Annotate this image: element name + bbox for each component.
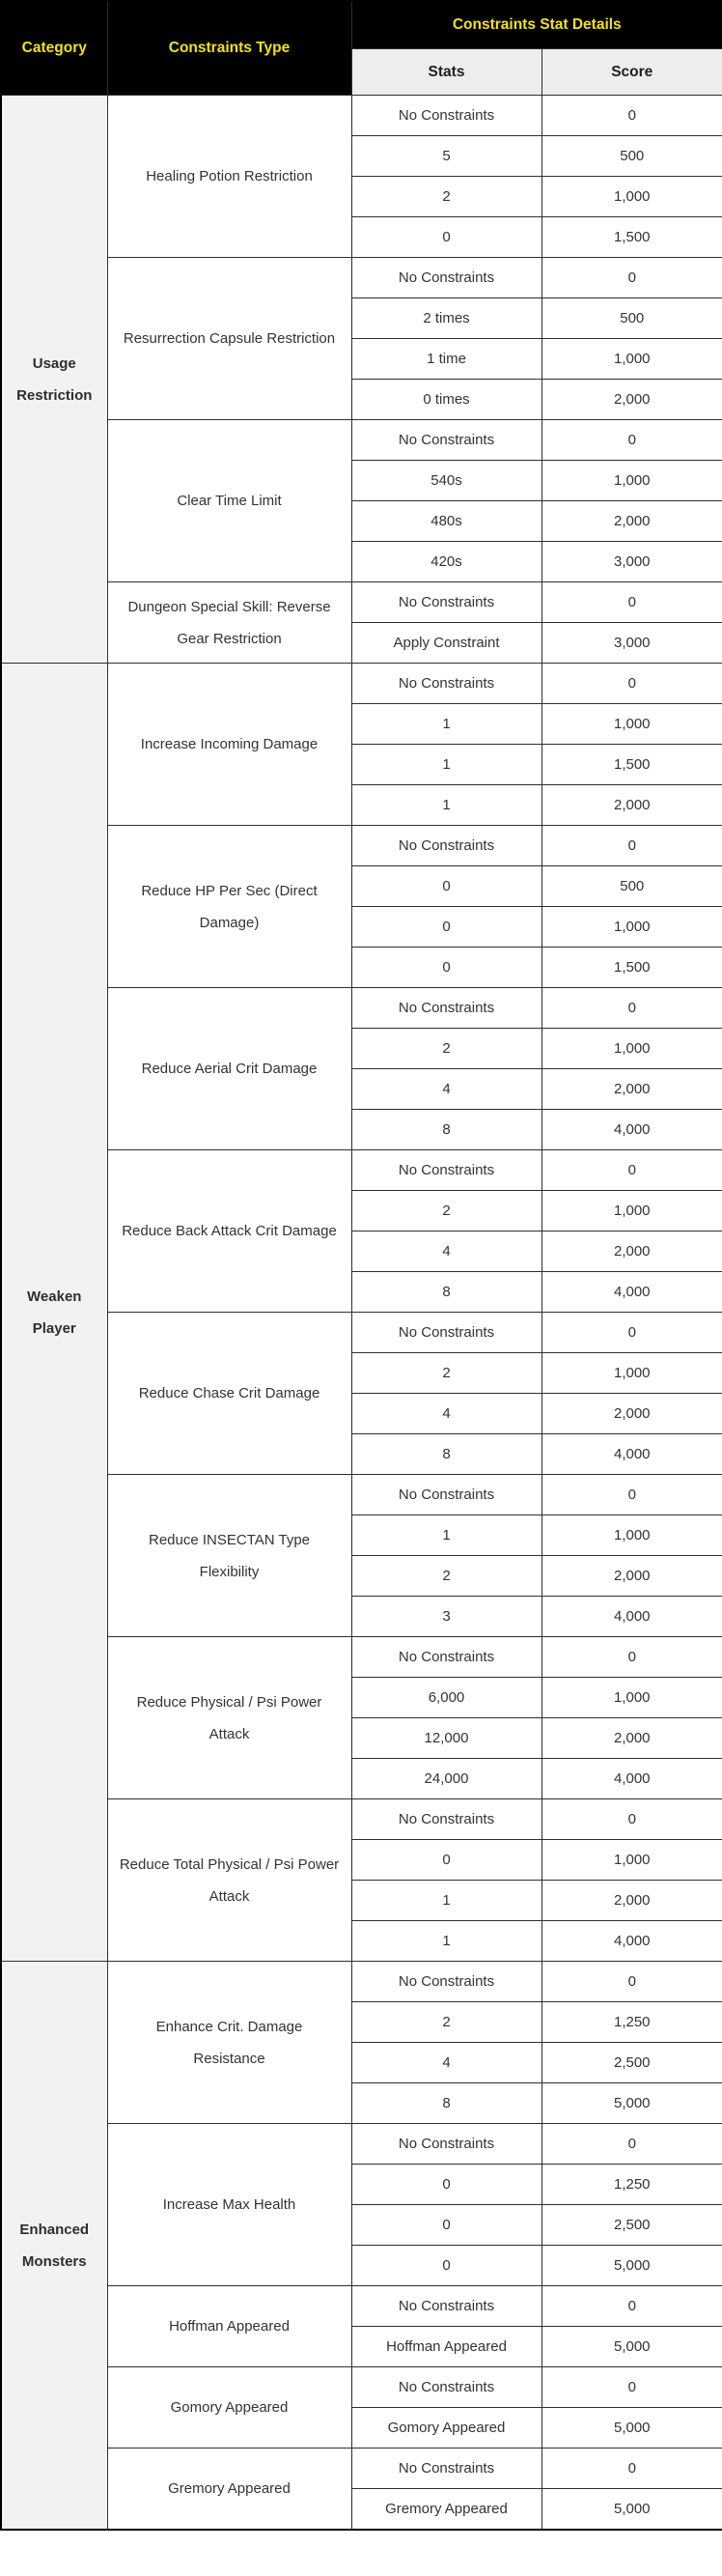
stat-value-cell: Gomory Appeared bbox=[351, 2408, 542, 2449]
stat-value-cell: 0 bbox=[351, 866, 542, 907]
score-value-cell: 2,000 bbox=[542, 785, 722, 826]
table-row bbox=[1, 1313, 722, 1353]
stat-value-cell: 0 bbox=[351, 217, 542, 258]
constraint-type-cell: Gomory Appeared bbox=[107, 2367, 351, 2449]
stat-value-cell: 0 bbox=[351, 907, 542, 948]
constraint-type-cell: Gremory Appeared bbox=[107, 2449, 351, 2531]
score-value-cell: 1,500 bbox=[542, 948, 722, 988]
stat-value-cell: 480s bbox=[351, 501, 542, 542]
score-value-cell: 2,000 bbox=[542, 1231, 722, 1272]
constraint-type-cell: Enhance Crit. Damage Resistance bbox=[107, 1962, 351, 2124]
stat-value-cell: 12,000 bbox=[351, 1718, 542, 1759]
stat-value-cell: No Constraints bbox=[351, 1799, 542, 1840]
score-value-cell: 0 bbox=[542, 664, 722, 704]
constraint-type-cell: Increase Max Health bbox=[107, 2124, 351, 2286]
constraint-type-cell: Reduce Physical / Psi Power Attack bbox=[107, 1637, 351, 1799]
score-value-cell: 5,000 bbox=[542, 2327, 722, 2367]
score-value-cell: 0 bbox=[542, 1799, 722, 1840]
constraint-type-cell: Dungeon Special Skill: Reverse Gear Restriction bbox=[107, 582, 351, 664]
score-value-cell: 1,000 bbox=[542, 177, 722, 217]
stat-value-cell: 2 bbox=[351, 2002, 542, 2043]
score-value-cell: 0 bbox=[542, 420, 722, 461]
stat-value-cell: No Constraints bbox=[351, 420, 542, 461]
stat-value-cell: No Constraints bbox=[351, 988, 542, 1029]
stat-value-cell: 4 bbox=[351, 1231, 542, 1272]
stat-value-cell: Hoffman Appeared bbox=[351, 2327, 542, 2367]
score-value-cell: 5,000 bbox=[542, 2408, 722, 2449]
constraint-type-cell: Reduce Aerial Crit Damage bbox=[107, 988, 351, 1150]
table-row bbox=[1, 1799, 722, 1840]
score-value-cell: 2,000 bbox=[542, 1718, 722, 1759]
stat-value-cell: 0 times bbox=[351, 380, 542, 420]
stat-value-cell: No Constraints bbox=[351, 582, 542, 623]
constraint-type-cell: Resurrection Capsule Restriction bbox=[107, 258, 351, 420]
stat-value-cell: 1 bbox=[351, 785, 542, 826]
stat-value-cell: No Constraints bbox=[351, 2367, 542, 2408]
score-value-cell: 4,000 bbox=[542, 1110, 722, 1150]
score-value-cell: 2,500 bbox=[542, 2043, 722, 2083]
stat-value-cell: 0 bbox=[351, 2165, 542, 2205]
table-row bbox=[1, 2124, 722, 2165]
score-value-cell: 3,000 bbox=[542, 542, 722, 582]
score-value-cell: 0 bbox=[542, 1475, 722, 1515]
stat-value-cell: No Constraints bbox=[351, 258, 542, 298]
stat-value-cell: 4 bbox=[351, 1394, 542, 1434]
score-value-cell: 4,000 bbox=[542, 1272, 722, 1313]
score-value-cell: 0 bbox=[542, 1313, 722, 1353]
constraint-type-cell: Increase Incoming Damage bbox=[107, 664, 351, 826]
stat-value-cell: 3 bbox=[351, 1597, 542, 1637]
score-value-cell: 2,500 bbox=[542, 2205, 722, 2246]
table-row bbox=[1, 988, 722, 1029]
score-value-cell: 0 bbox=[542, 2449, 722, 2489]
stat-value-cell: No Constraints bbox=[351, 2124, 542, 2165]
stat-value-cell: Gremory Appeared bbox=[351, 2489, 542, 2531]
table-row bbox=[1, 96, 722, 136]
category-cell: Weaken Player bbox=[1, 664, 107, 1962]
stat-value-cell: 1 time bbox=[351, 339, 542, 380]
constraint-type-cell: Hoffman Appeared bbox=[107, 2286, 351, 2367]
score-value-cell: 0 bbox=[542, 1637, 722, 1678]
table-row bbox=[1, 582, 722, 623]
score-value-cell: 2,000 bbox=[542, 1394, 722, 1434]
table-row bbox=[1, 420, 722, 461]
stat-value-cell: 1 bbox=[351, 704, 542, 745]
table-row bbox=[1, 1475, 722, 1515]
score-value-cell: 1,250 bbox=[542, 2002, 722, 2043]
score-value-cell: 4,000 bbox=[542, 1597, 722, 1637]
table-row bbox=[1, 1962, 722, 2002]
score-value-cell: 2,000 bbox=[542, 1881, 722, 1921]
table-row bbox=[1, 664, 722, 704]
score-value-cell: 1,000 bbox=[542, 1353, 722, 1394]
score-value-cell: 0 bbox=[542, 2124, 722, 2165]
score-value-cell: 1,000 bbox=[542, 1515, 722, 1556]
stat-value-cell: 1 bbox=[351, 1921, 542, 1962]
stat-value-cell: 8 bbox=[351, 1110, 542, 1150]
score-value-cell: 1,000 bbox=[542, 907, 722, 948]
stat-value-cell: 8 bbox=[351, 1434, 542, 1475]
header-stat-details: Constraints Stat Details bbox=[351, 1, 722, 49]
constraint-type-cell: Healing Potion Restriction bbox=[107, 96, 351, 258]
stat-value-cell: No Constraints bbox=[351, 2449, 542, 2489]
score-value-cell: 1,000 bbox=[542, 1029, 722, 1069]
score-value-cell: 0 bbox=[542, 2286, 722, 2327]
score-value-cell: 4,000 bbox=[542, 1434, 722, 1475]
header-constraints-type: Constraints Type bbox=[107, 1, 351, 96]
stat-value-cell: Apply Constraint bbox=[351, 623, 542, 664]
score-value-cell: 0 bbox=[542, 988, 722, 1029]
stat-value-cell: 540s bbox=[351, 461, 542, 501]
header-category: Category bbox=[1, 1, 107, 96]
stat-value-cell: No Constraints bbox=[351, 1475, 542, 1515]
header-stats: Stats bbox=[351, 49, 542, 96]
score-value-cell: 1,000 bbox=[542, 1678, 722, 1718]
score-value-cell: 5,000 bbox=[542, 2083, 722, 2124]
stat-value-cell: No Constraints bbox=[351, 1150, 542, 1191]
stat-value-cell: 0 bbox=[351, 2205, 542, 2246]
score-value-cell: 5,000 bbox=[542, 2489, 722, 2531]
stat-value-cell: 4 bbox=[351, 2043, 542, 2083]
table-row bbox=[1, 1150, 722, 1191]
score-value-cell: 1,000 bbox=[542, 339, 722, 380]
stat-value-cell: 2 times bbox=[351, 298, 542, 339]
score-value-cell: 0 bbox=[542, 826, 722, 866]
stat-value-cell: 8 bbox=[351, 1272, 542, 1313]
stat-value-cell: 2 bbox=[351, 1353, 542, 1394]
score-value-cell: 1,000 bbox=[542, 704, 722, 745]
category-cell: Usage Restriction bbox=[1, 96, 107, 664]
score-value-cell: 5,000 bbox=[542, 2246, 722, 2286]
score-value-cell: 1,000 bbox=[542, 461, 722, 501]
stat-value-cell: 0 bbox=[351, 1840, 542, 1881]
score-value-cell: 1,250 bbox=[542, 2165, 722, 2205]
score-value-cell: 1,000 bbox=[542, 1191, 722, 1231]
score-value-cell: 2,000 bbox=[542, 1556, 722, 1597]
stat-value-cell: No Constraints bbox=[351, 96, 542, 136]
stat-value-cell: No Constraints bbox=[351, 1962, 542, 2002]
constraint-type-cell: Reduce Total Physical / Psi Power Attack bbox=[107, 1799, 351, 1962]
stat-value-cell: 420s bbox=[351, 542, 542, 582]
table-row bbox=[1, 2286, 722, 2327]
stat-value-cell: 2 bbox=[351, 1191, 542, 1231]
table-row bbox=[1, 2367, 722, 2408]
stat-value-cell: 24,000 bbox=[351, 1759, 542, 1799]
table-row bbox=[1, 826, 722, 866]
score-value-cell: 0 bbox=[542, 1150, 722, 1191]
score-value-cell: 500 bbox=[542, 298, 722, 339]
stat-value-cell: 1 bbox=[351, 745, 542, 785]
score-value-cell: 1,500 bbox=[542, 217, 722, 258]
stat-value-cell: No Constraints bbox=[351, 664, 542, 704]
score-value-cell: 0 bbox=[542, 2367, 722, 2408]
score-value-cell: 3,000 bbox=[542, 623, 722, 664]
stat-value-cell: 2 bbox=[351, 1029, 542, 1069]
constraint-type-cell: Clear Time Limit bbox=[107, 420, 351, 582]
stat-value-cell: 6,000 bbox=[351, 1678, 542, 1718]
score-value-cell: 0 bbox=[542, 1962, 722, 2002]
stat-value-cell: 1 bbox=[351, 1515, 542, 1556]
stat-value-cell: No Constraints bbox=[351, 826, 542, 866]
stat-value-cell: 0 bbox=[351, 2246, 542, 2286]
table-row bbox=[1, 1637, 722, 1678]
score-value-cell: 4,000 bbox=[542, 1759, 722, 1799]
table-row bbox=[1, 258, 722, 298]
score-value-cell: 500 bbox=[542, 136, 722, 177]
stat-value-cell: 8 bbox=[351, 2083, 542, 2124]
stat-value-cell: 1 bbox=[351, 1881, 542, 1921]
stat-value-cell: No Constraints bbox=[351, 2286, 542, 2327]
stat-value-cell: No Constraints bbox=[351, 1637, 542, 1678]
stat-value-cell: 5 bbox=[351, 136, 542, 177]
score-value-cell: 4,000 bbox=[542, 1921, 722, 1962]
score-value-cell: 0 bbox=[542, 258, 722, 298]
score-value-cell: 1,000 bbox=[542, 1840, 722, 1881]
constraint-type-cell: Reduce HP Per Sec (Direct Damage) bbox=[107, 826, 351, 988]
category-cell: Enhanced Monsters bbox=[1, 1962, 107, 2531]
score-value-cell: 500 bbox=[542, 866, 722, 907]
stat-value-cell: 0 bbox=[351, 948, 542, 988]
constraint-type-cell: Reduce INSECTAN Type Flexibility bbox=[107, 1475, 351, 1637]
score-value-cell: 2,000 bbox=[542, 380, 722, 420]
header-score: Score bbox=[542, 49, 722, 96]
stat-value-cell: 2 bbox=[351, 1556, 542, 1597]
score-value-cell: 2,000 bbox=[542, 1069, 722, 1110]
constraint-type-cell: Reduce Back Attack Crit Damage bbox=[107, 1150, 351, 1313]
table-row bbox=[1, 2449, 722, 2489]
score-value-cell: 0 bbox=[542, 582, 722, 623]
stat-value-cell: 2 bbox=[351, 177, 542, 217]
score-value-cell: 2,000 bbox=[542, 501, 722, 542]
constraint-type-cell: Reduce Chase Crit Damage bbox=[107, 1313, 351, 1475]
stat-value-cell: No Constraints bbox=[351, 1313, 542, 1353]
table-header bbox=[1, 1, 722, 96]
table-body bbox=[1, 96, 722, 2531]
stat-value-cell: 4 bbox=[351, 1069, 542, 1110]
score-value-cell: 1,500 bbox=[542, 745, 722, 785]
score-value-cell: 0 bbox=[542, 96, 722, 136]
